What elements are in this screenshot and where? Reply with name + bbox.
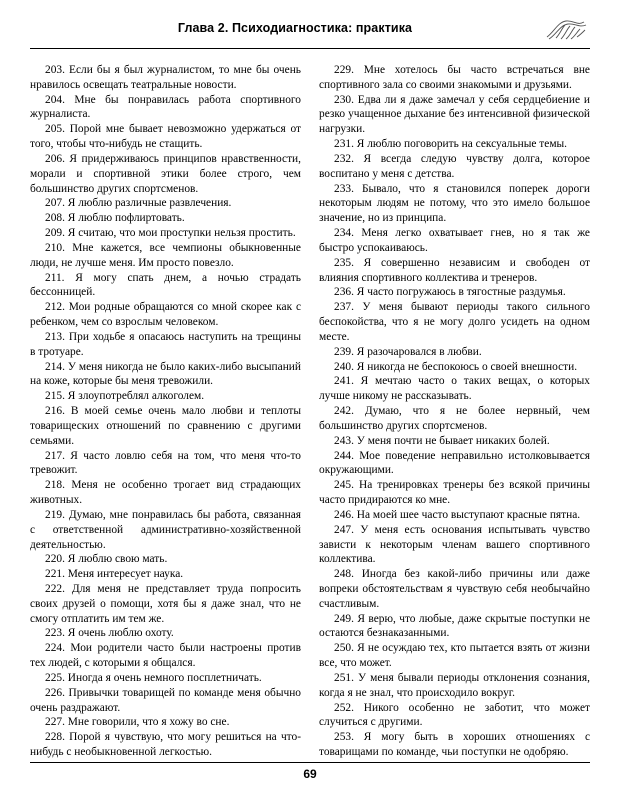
paragraph: 245. На тренировках тренеры без всякой причины часто придираются ко мне. bbox=[319, 479, 590, 507]
body-columns bbox=[30, 63, 590, 763]
footer-divider bbox=[30, 762, 590, 763]
left-column bbox=[30, 63, 301, 763]
paragraph: 206. Я придерживаюсь принципов нравственности, морали и спортивной этики более строго, чем большинство других спортсменов. bbox=[30, 152, 301, 195]
paragraph: 239. Я разочаровался в любви. bbox=[334, 345, 482, 358]
paragraph: 215. Я злоупотреблял алкоголем. bbox=[45, 390, 205, 403]
paragraph: 235. Я совершенно независим и свободен от влияния спортивного коллектива и тренеров. bbox=[319, 256, 590, 284]
paragraph: 236. Я часто погружаюсь в тягостные раздумья. bbox=[334, 286, 566, 299]
flourish-ornament-icon bbox=[544, 16, 590, 42]
paragraph: 212. Мои родные обращаются со мной скорее как с ребенком, чем со взрослым человеком. bbox=[30, 301, 301, 329]
paragraph: 251. У меня бывали периоды отклонения сознания, когда я не знал, что происходило вокруг. bbox=[319, 671, 590, 699]
paragraph: 223. Я очень люблю охоту. bbox=[45, 627, 174, 640]
paragraph: 244. Мое поведение неправильно истолковывается окружающими. bbox=[319, 449, 590, 477]
paragraph: 233. Бывало, что я становился поперек дороги некоторым людям не потому, что это имело большое значение, но из принципа. bbox=[319, 182, 590, 225]
paragraph: 242. Думаю, что я не более нервный, чем большинство других спортсменов. bbox=[319, 405, 590, 432]
paragraph: 210. Мне кажется, все чемпионы обыкновенные люди, не лучше меня. Им просто повезло. bbox=[30, 241, 301, 269]
paragraph: 247. У меня есть основания испытывать чувство зависти к некоторым членам вашего спортивного коллектива. bbox=[319, 523, 590, 566]
paragraph: 205. Порой мне бывает невозможно удержаться от того, чтобы что-нибудь не стащить. bbox=[30, 123, 301, 151]
page-number: 69 bbox=[303, 767, 317, 781]
paragraph: 225. Иногда я очень немного посплетничать. bbox=[45, 671, 262, 684]
page-title: Глава 2. Психодиагностика: практика bbox=[177, 21, 413, 35]
paragraph: 227. Мне говорили, что я хожу во сне. bbox=[45, 716, 230, 729]
paragraph: 208. Я люблю пофлиртовать. bbox=[45, 212, 185, 225]
paragraph: 231. Я люблю поговорить на сексуальные темы. bbox=[334, 138, 568, 151]
paragraph: 203. Если бы я был журналистом, то мне бы очень нравилось освещать театральные новости. bbox=[30, 64, 301, 91]
paragraph: 230. Едва ли я даже замечал у себя сердцебиение и резко учащенное дыхание без интенсивной физической нагрузки. bbox=[319, 93, 590, 136]
paragraph: 224. Мои родители часто были настроены против тех людей, с которыми я общался. bbox=[30, 642, 301, 670]
paragraph: 209. Я считаю, что мои проступки нельзя простить. bbox=[45, 227, 296, 240]
paragraph: 253. Я могу быть в хороших отношениях с товарищами по команде, чьи поступки не одобряю. bbox=[319, 731, 590, 759]
paragraph: 204. Мне бы понравилась работа спортивного журналиста. bbox=[30, 93, 301, 121]
paragraph: 219. Думаю, мне понравилась бы работа, связанная с ответственной административно-хозяйственной деятельностью. bbox=[30, 508, 301, 551]
paragraph: 220. Я люблю свою мать. bbox=[45, 553, 168, 566]
paragraph: 237. У меня бывают периоды такого сильного беспокойства, что я не могу долго усидеть на одном месте. bbox=[319, 301, 590, 343]
paragraph: 226. Привычки товарищей по команде меня обычно очень раздражают. bbox=[30, 686, 301, 714]
paragraph: 218. Меня не особенно трогает вид страдающих животных. bbox=[30, 479, 301, 507]
page-header bbox=[30, 18, 590, 49]
paragraph: 241. Я мечтаю часто о таких вещах, о которых лучше никому не рассказывать. bbox=[319, 375, 590, 403]
paragraph: 229. Мне хотелось бы часто встречаться вне спортивного зала со своими знакомыми и друзьями. bbox=[319, 64, 590, 91]
paragraph: 211. Я могу спать днем, а ночью страдать бессонницей. bbox=[30, 271, 301, 299]
paragraph: 216. В моей семье очень мало любви и теплоты товарищеских отношений по сравнению с другими семьями. bbox=[30, 405, 301, 447]
paragraph: 246. На моей шее часто выступают красные пятна. bbox=[334, 508, 581, 521]
paragraph: 249. Я верю, что любые, даже скрытые поступки не остаются безнаказанными. bbox=[319, 612, 590, 640]
paragraph: 234. Меня легко охватывает гнев, но я так же быстро успокаиваюсь. bbox=[319, 227, 590, 254]
paragraph: 248. Иногда без какой-либо причины или даже вопреки обстоятельствам я чувствую себя необычайно счастливым. bbox=[319, 568, 590, 610]
paragraph: 232. Я всегда следую чувству долга, которое воспитано у меня с детства. bbox=[319, 152, 590, 180]
paragraph: 222. Для меня не представляет труда попросить своих друзей о помощи, хотя бы я даже знал, что не смогу отплатить им тем же. bbox=[30, 582, 301, 625]
right-column bbox=[319, 63, 590, 763]
paragraph: 213. При ходьбе я опасаюсь наступить на трещины в тротуаре. bbox=[30, 330, 301, 358]
paragraph: 221. Меня интересует наука. bbox=[45, 568, 184, 581]
paragraph: 252. Никого особенно не заботит, что может случиться с другими. bbox=[319, 701, 590, 729]
paragraph: 207. Я люблю различные развлечения. bbox=[45, 197, 232, 210]
paragraph: 214. У меня никогда не было каких-либо высыпаний на коже, которые бы меня тревожили. bbox=[30, 360, 301, 388]
paragraph: 240. Я никогда не беспокоюсь о своей внешности. bbox=[334, 360, 578, 373]
paragraph: 228. Порой я чувствую, что могу решиться на что-нибудь с необыкновенной легкостью. bbox=[30, 731, 301, 759]
paragraph: 250. Я не осуждаю тех, кто пытается взять от жизни все, что может. bbox=[319, 642, 590, 670]
paragraph: 243. У меня почти не бывает никаких болей. bbox=[334, 434, 550, 447]
page-footer bbox=[0, 762, 620, 781]
paragraph: 217. Я часто ловлю себя на том, что меня что-то тревожит. bbox=[30, 449, 301, 477]
